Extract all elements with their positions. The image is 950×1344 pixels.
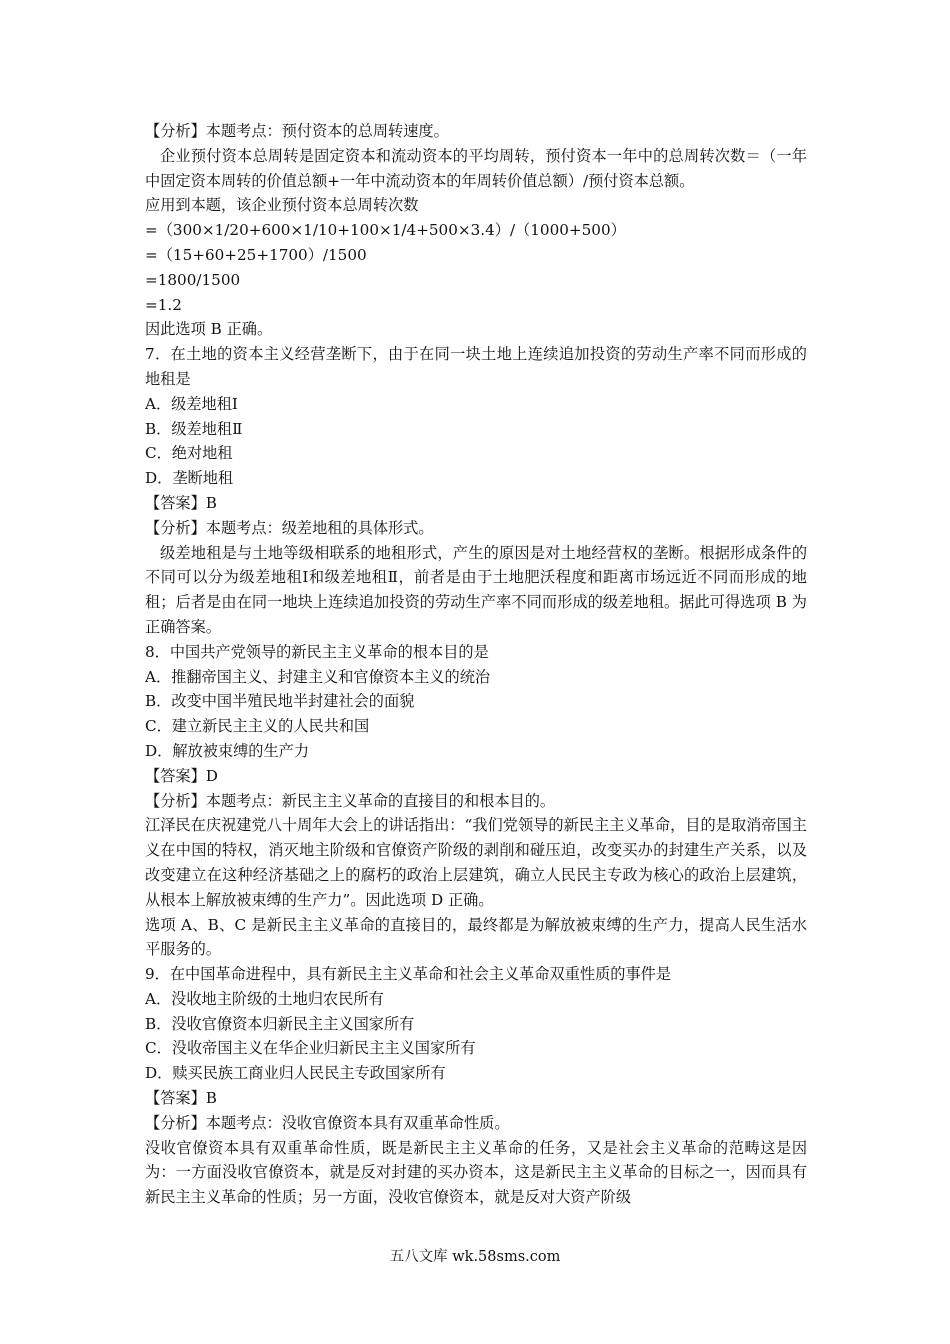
q7-analysis-paragraph: 级差地租是与土地等级相联系的地租形式，产生的原因是对土地经营权的垄断。根据形成条件的不同可以分为级差地租Ⅰ和级差地租Ⅱ，前者是由于土地肥沃程度和距离市场远近不同而形成的地租；后者是由在同一地块上连续追加投资的劳动生产率不同而形成的级差地租。据此可得选项 B 为正确答案。 [145,543,807,636]
question-8: 8．中国共产党领导的新民主主义革命的根本目的是 [145,642,489,661]
q9-option-b: B．没收官僚资本归新民主主义国家所有 [145,1014,415,1033]
q9-analysis-paragraph: 没收官僚资本具有双重革命性质，既是新民主主义革命的任务，又是社会主义革命的范畴这是因为：一方面没收官僚资本，就是反对封建的买办资本，这是新民主主义革命的目标之一，因而具有新民主主义革命的性质；另一方面，没收官僚资本，就是反对大资产阶级 [145,1138,807,1207]
formula-line-3: =1800/1500 [145,270,241,289]
formula-line-1: =（300×1/20+600×1/10+100×1/4+500×3.4）/（1000+500） [145,221,626,240]
formula-line-4: =1.2 [145,295,182,314]
q8-analysis-paragraph-1: 江泽民在庆祝建党八十周年大会上的讲话指出：“我们党领导的新民主主义革命，目的是取消帝国主义在中国的特权，消灭地主阶级和官僚资产阶级的剥削和碰压迫，改变买办的封建生产关系，以及改变建立在这种经济基础之上的腐朽的政治上层建筑，确立人民民主专政为核心的政治上层建筑，从根本上解放被束缚的生产力”。因此选项 D 正确。 [145,816,807,909]
question-9: 9．在中国革命进程中，具有新民主主义革命和社会主义革命双重性质的事件是 [145,965,672,984]
q8-option-b: B．改变中国半殖民地半封建社会的面貌 [145,692,415,711]
analysis-6-apply: 应用到本题，该企业预付资本总周转次数 [145,196,419,215]
q8-analysis-paragraph-2: 选项 A、B、C 是新民主主义革命的直接目的，最终都是为解放被束缚的生产力，提高人民生活水平服务的。 [145,915,807,959]
q9-answer: 【答案】B [145,1089,217,1108]
q7-option-a: A．级差地租Ⅰ [145,394,238,413]
q9-analysis-heading: 【分析】本题考点：没收官僚资本具有双重革命性质。 [145,1113,510,1132]
question-7: 7．在土地的资本主义经营垄断下，由于在同一块土地上连续追加投资的劳动生产率不同而形成的地租是 [145,345,807,388]
q7-option-c: C．绝对地租 [145,444,233,463]
analysis-6-conclusion: 因此选项 B 正确。 [145,320,273,339]
q7-answer: 【答案】B [145,493,217,512]
q7-option-d: D．垄断地租 [145,469,234,488]
q8-option-c: C．建立新民主主义的人民共和国 [145,717,370,736]
analysis-6-paragraph: 企业预付资本总周转是固定资本和流动资本的平均周转，预付资本一年中的总周转次数＝（一年中固定资本周转的价值总额+一年中流动资本的年周转价值总额）/预付资本总额。 [145,146,807,190]
q8-option-d: D．解放被束缚的生产力 [145,741,310,760]
document-body [145,119,807,1210]
q9-option-a: A．没收地主阶级的土地归农民所有 [145,989,384,1008]
formula-line-2: =（15+60+25+1700）/1500 [145,245,367,264]
q8-answer: 【答案】D [145,766,218,785]
q7-analysis-heading: 【分析】本题考点：级差地租的具体形式。 [145,518,434,537]
q9-option-c: C．没收帝国主义在华企业归新民主主义国家所有 [145,1039,476,1058]
analysis-6-heading: 【分析】本题考点：预付资本的总周转速度。 [145,122,449,140]
q8-analysis-heading: 【分析】本题考点：新民主主义革命的直接目的和根本目的。 [145,791,556,810]
q7-option-b: B．级差地租Ⅱ [145,419,243,438]
page-footer: 五八文库 wk.58sms.com [389,1249,561,1265]
q9-option-d: D．赎买民族工商业归人民民主专政国家所有 [145,1064,446,1083]
q8-option-a: A．推翻帝国主义、封建主义和官僚资本主义的统治 [145,667,491,686]
